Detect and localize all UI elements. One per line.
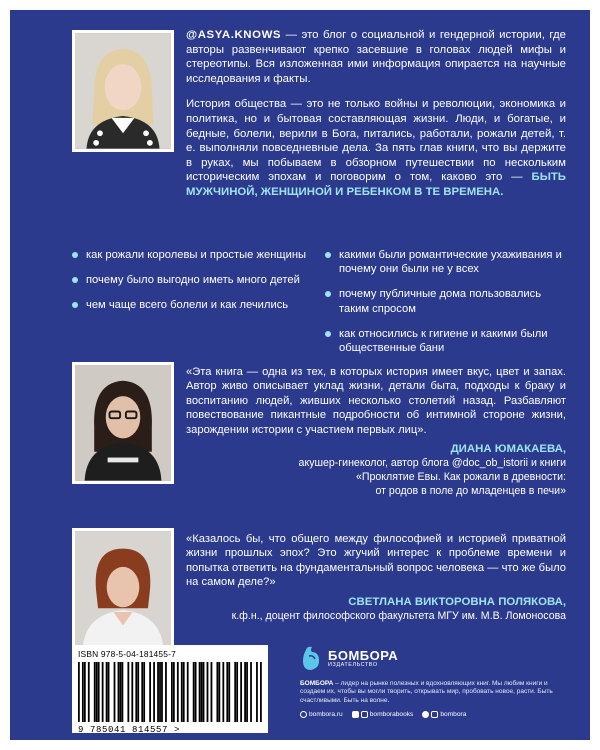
book-back-cover — [10, 10, 590, 740]
intro-paragraph-1 — [186, 28, 566, 86]
publisher-logo — [300, 646, 566, 672]
social-link-bomborabooks[interactable] — [352, 711, 414, 718]
intro-accent-phrase: БЫТЬ МУЖЧИНОЙ, ЖЕНЩИНОЙ И РЕБЕНКОМ В ТЕ ВРЕМЕНА. — [186, 171, 566, 198]
barcode-box — [72, 645, 268, 733]
bombora-logo-icon — [300, 646, 324, 672]
isbn-number: ISBN 978-5-04-181455-7 — [78, 649, 176, 659]
instagram-icon — [431, 711, 438, 718]
intro-paragraph-2-text: История общества — это не только войны и революции, экономика и политика, но и бытовая составляющая жизни. Люди, и богатые, и бедные, болели, верили в Бога, питались, работали, рожали детей, т. е. выполняли повседневные дела. За пять глав книги, что вы держите в руках, мы побываем в обзорном путешествии по нескольким историческим эпохам и поговорим о том, каково это — — [186, 98, 566, 184]
review-quote-1 — [186, 365, 566, 498]
review-quote-2 — [186, 532, 566, 623]
telegram-icon — [422, 711, 429, 718]
quote-author-role: от родов в поле до младенцев в печи» — [375, 485, 566, 498]
reviewer-photo-1 — [72, 362, 174, 484]
list-item — [325, 287, 564, 315]
globe-icon — [300, 711, 307, 718]
social-link-text: bombora — [440, 710, 467, 718]
bullet-dot-icon — [72, 252, 78, 258]
quote-text: «Казалось бы, что общего между философией и историей приватной жизни прошлых эпох? Это жгучий интерес к проблеме времени и попытка ответить на фундаментальный вопрос человека — что же было на самом деле?» — [186, 533, 566, 589]
intro-paragraph-2 — [186, 97, 566, 199]
website-link[interactable] — [300, 711, 343, 718]
author-photo — [72, 30, 174, 152]
intro-paragraph-1-text: — это блог о социальной и гендерной истории, где авторы развенчивают крепко засевшие в головах людей мифы и стереотипы. Вся изложенная ими информация опирается на научные исследования и факты. — [186, 29, 566, 85]
barcode-icon — [78, 662, 262, 722]
website-link-text: bombora.ru — [309, 710, 343, 718]
intro-text — [186, 28, 566, 200]
list-item — [325, 327, 564, 355]
publisher-description — [300, 680, 566, 705]
bullet-dot-icon — [325, 291, 331, 297]
list-item-text: как рожали королевы и простые женщины — [86, 249, 307, 261]
reviewer-photo-2 — [72, 528, 174, 650]
topic-list — [72, 248, 564, 366]
bullet-dot-icon — [72, 302, 78, 308]
reviewer-portrait-illustration — [75, 531, 171, 647]
quote-author-role: «Проклятие Евы. Как рожали в древности: — [355, 471, 566, 484]
list-item-text: почему публичные дома пользовались таким спросом — [339, 288, 542, 315]
publisher-block — [300, 646, 566, 718]
list-item — [72, 298, 311, 312]
publisher-subtitle: ИЗДАТЕЛЬСТВО — [328, 662, 378, 668]
bullet-dot-icon — [72, 277, 78, 283]
vk-icon — [352, 711, 359, 718]
quote-author: СВЕТЛАНА ВИКТОРОВНА ПОЛЯКОВА, — [348, 595, 566, 608]
publisher-links — [300, 711, 566, 718]
publisher-description-text: – лидер на рынке полезных и вдохновляющих книг. Мы любим книги и создаем их, чтобы вы могли творить, открывать мир, пробовать новое, расти. Быть счастливыми. Быть на волне. — [300, 680, 553, 704]
quote-author-role: к.ф.н., доцент философского факультета МГУ им. М.В. Ломоносова — [231, 610, 566, 623]
list-item — [325, 248, 564, 276]
quote-author: ДИАНА ЮМАКАЕВА, — [450, 443, 566, 456]
list-item-text: почему было выгодно иметь много детей — [86, 274, 300, 287]
author-portrait-illustration — [75, 33, 171, 149]
list-item-text: чем чаще всего болели и как лечились — [86, 299, 289, 312]
bullet-dot-icon — [325, 252, 331, 258]
blog-handle: @ASYA.KNOWS — [186, 29, 282, 41]
list-item-text: какими были романтические ухаживания и почему они были не у всех — [339, 249, 562, 276]
publisher-description-brand: БОМБОРА — [300, 680, 334, 687]
topic-list-left — [72, 248, 311, 366]
reviewer-portrait-illustration — [75, 365, 171, 481]
list-item — [72, 273, 311, 287]
list-item — [72, 248, 311, 262]
quote-author-role: акушер-гинеколог, автор блога @doc_ob_istorii и книги — [298, 457, 566, 470]
social-link-text: bomborabooks — [369, 710, 414, 718]
topic-list-right — [325, 248, 564, 366]
publisher-wordmark — [328, 649, 398, 669]
quote-text: «Эта книга — одна из тех, в которых история имеет вкус, цвет и запах. Автор живо описывает уклад жизни, детали быта, подходы к браку и воспитанию людей, живших несколько столетий назад. Разбавляют повествование пикантные подробности об интимной стороне жизни, зарождении истории с участием первых лиц». — [186, 366, 566, 436]
list-item-text: как относились к гигиене и какими были общественные бани — [339, 327, 548, 355]
publisher-name: БОМБОРА — [328, 648, 399, 663]
youtube-icon — [361, 711, 368, 718]
barcode-digits: 9 785041 814557 > — [78, 725, 181, 735]
social-link-bombora[interactable] — [422, 711, 466, 718]
bullet-dot-icon — [325, 331, 331, 337]
